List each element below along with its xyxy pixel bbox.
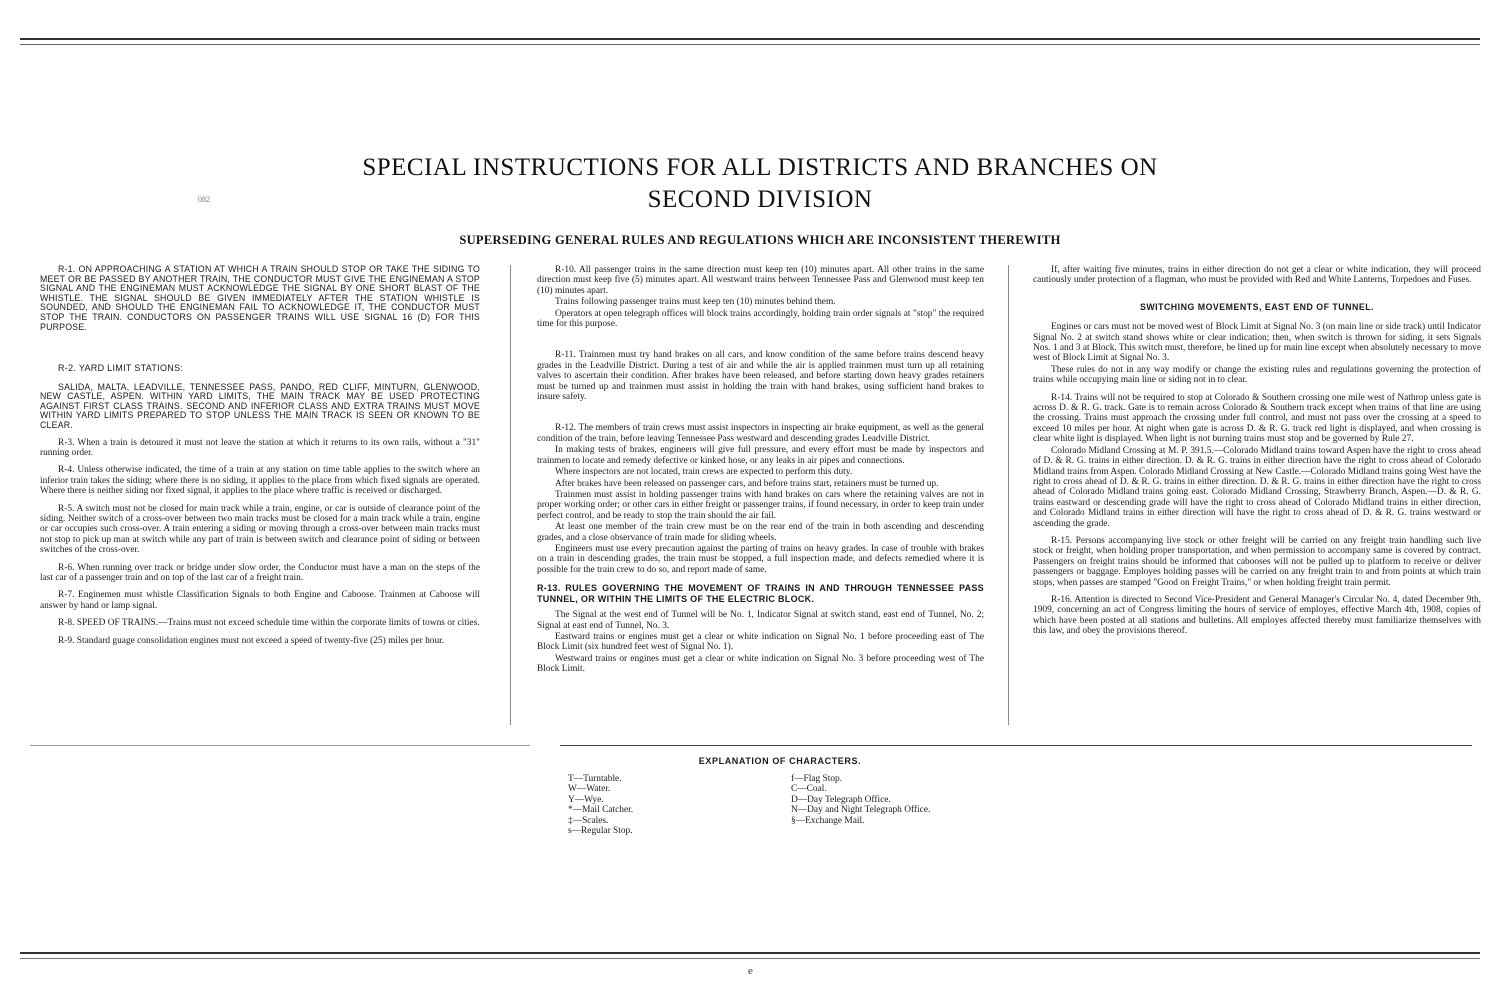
- legend-title: EXPLANATION OF CHARACTERS.: [698, 756, 862, 766]
- tunnel-flagman-rule: If, after waiting five minutes, trains in either direction do not get a clear or white indication, they will proceed cautiously under protection of a flagman, who must be provided with Red and White Lanterns, Torpedoes and Fuses.: [1033, 265, 1481, 286]
- page-subtitle: SUPERSEDING GENERAL RULES AND REGULATIONS WHICH ARE INCONSISTENT THEREWITH: [459, 233, 1061, 247]
- legend-item: §—Exchange Mail.: [791, 815, 865, 826]
- column-divider-1: [510, 265, 511, 725]
- rule-r12-tests: In making tests of brakes, engineers will give full pressure, and every effort must be made by inspectors and trainmen to locate and remedy defective or kinked hose, or any leaks in air pipes and connections.: [537, 445, 984, 466]
- bottom-rule-thin: [20, 958, 1480, 959]
- switching-movements-heading: SWITCHING MOVEMENTS, EAST END OF TUNNEL.: [1139, 301, 1375, 312]
- rule-r8: R-8. SPEED OF TRAINS.—Trains must not exceed schedule time within the corporate limits of towns or cities.: [58, 618, 480, 629]
- rule-r10-operators: Operators at open telegraph offices will block trains accordingly, holding train order signals at "stop" the required time for this purpose.: [537, 308, 984, 330]
- rule-r12: R-12. The members of train crews must assist inspectors in inspecting air brake equipment, as well as the general condition of the train, before leaving Tennessee Pass westward and descending grades Leadville District.: [537, 423, 984, 444]
- rule-r9: R-9. Standard guage consolidation engines must not exceed a speed of twenty-five (25) miles per hour.: [58, 635, 445, 646]
- legend-item: D—Day Telegraph Office.: [791, 794, 891, 805]
- rule-r14: R-14. Trains will not be required to stop at Colorado & Southern crossing one mile west of Nathrop unless gate is across D. & R. G. track. Gate is to remain across Colorado & Southern track except when trains of that line are using the crossing. Trains must approach the crossing under full control, and must not pass over the crossing at a speed to exceed 10 miles per hour. At night when gate is across D. & R. G. track red light is displayed, and when crossing is clear white light is displayed. When light is not burning trains must stop and be governed by Rule 27.: [1033, 392, 1481, 445]
- rule-r16: R-16. Attention is directed to Second Vice-President and General Manager's Circular No. 4, dated December 9th, 1909, concerning an act of Congress limiting the hours of service of employes, effective March 4th, 1908, copies of which have been posted at all stations and bulletins. All employes affected thereby must familiarize themselves with this law, and obey the provisions thereof.: [1033, 594, 1481, 637]
- legend-item: C—Coal.: [791, 784, 827, 795]
- legend-item: W—Water.: [568, 784, 611, 795]
- rule-r4: R-4. Unless otherwise indicated, the time of a train at any station on time table applies to the switch where an inferior train takes the siding; where there is no siding, it applies to the place from which fixed signals are operated. Where there is neither siding nor fixed signal, it applies to the place where traffic is received or discharged.: [40, 465, 480, 497]
- rule-r13-heading: R-13. RULES GOVERNING THE MOVEMENT OF TRAINS IN AND THROUGH TENNESSEE PASS TUNNEL, OR WITHIN THE LIMITS OF THE ELECTRIC BLOCK.: [537, 583, 984, 605]
- stamp-text: 082: [198, 195, 210, 204]
- column-1: [40, 265, 480, 653]
- legend-item: ‡—Scales.: [568, 815, 609, 826]
- rule-r13-signals: The Signal at the west end of Tunnel will be No. 1, Indicator Signal at switch stand, east end of Tunnel, No. 2; Signal at east end of Tunnel, No. 3.: [537, 610, 984, 631]
- page-mark: e: [748, 965, 753, 977]
- title-line-2: SECOND DIVISION: [647, 186, 873, 213]
- rule-r3: R-3. When a train is detoured it must not leave the station at which it returns to its own rails, without a "31" running order.: [40, 437, 480, 458]
- rule-r6: R-6. When running over track or bridge under slow order, the Conductor must have a man on the steps of the last car of a passenger train and on top of the last car of a freight train.: [40, 562, 480, 583]
- legend-item: *—Mail Catcher.: [568, 805, 634, 816]
- switching-rule-note: These rules do not in any way modify or change the existing rules and regulations governing the protection of trains while occupying main line or siding not in to clear.: [1033, 364, 1481, 386]
- rule-r2: SALIDA, MALTA, LEADVILLE, TENNESSEE PASS, PANDO, RED CLIFF, MINTURN, GLENWOOD, NEW CASTLE, ASPEN. WITHIN YARD LIMITS, THE MAIN TRACK MAY BE USED PROTECTING AGAINST FIRST CLASS TRAINS. SECOND AND INFERIOR CLASS AND EXTRA TRAINS MUST MOVE WITHIN YARD LIMITS PREPARED TO STOP UNLESS THE MAIN TRACK IS SEEN OR KNOWN TO BE CLEAR.: [40, 381, 480, 430]
- rule-r5: R-5. A switch must not be closed for main track while a train, engine, or car is outside of clearance point of the siding. Neither switch of a cross-over between two main tracks must be closed for a main track while a train, engine or car occupies such cross-over. A train entering a siding or moving through a cross-over between main tracks must not stop to pick up man at switch while any part of train is between switch and clearance point of siding or between switches of the cross-over.: [40, 503, 480, 556]
- legend-item: T—Turntable.: [568, 774, 622, 784]
- rule-r12-rear-end: At least one member of the train crew must be on the rear end of the train in both ascending and descending grades, and a close observance of train made for sliding wheels.: [537, 522, 984, 543]
- column-3: [1033, 265, 1481, 644]
- rule-r15: R-15. Persons accompanying live stock or other freight will be carried on any freight train handling such live stock or freight, when holding proper transportation, and when permission to accompany same is covered by contract. Passengers on freight trains should be informed that cabooses will not be pulled up to platform to receive or deliver passengers or baggage. Employes holding passes will be carried on any freight train to and from points at which train stops, when passes are stamped "Good on Freight Trains," or when holding freight train permit.: [1033, 535, 1481, 588]
- legend-item: Y—Wye.: [568, 794, 604, 805]
- rule-r12-parting: Engineers must use every precaution against the parting of trains on heavy grades. In case of trouble with brakes on a train in descending grades, the train must be stopped, a full inspection made, and defects remedied where it is possible for the train crew to do so, and report made of same.: [537, 543, 984, 575]
- rule-r12-retainers: After brakes have been released on passenger cars, and before trains start, retainers must be turned up.: [555, 478, 939, 489]
- rule-r14-midland: Colorado Midland Crossing at M. P. 391.5.—Colorado Midland trains toward Aspen have the right to cross ahead of D. & R. G. trains in either direction. D. & R. G. trains in either direction have the right to cross ahead of Colorado Midland trains from Aspen. Colorado Midland Crossing at New Castle.—Colorado Midland trains going West have the right to cross ahead of D. & R. G. trains in either direction. D. & R. G. trains in either direction have the right to cross ahead of Colorado Midland trains going east. Colorado Midland Crossing, Strawberry Branch, Aspen.—D. & R. G. trains eastward or descending grade will have the right to cross ahead of Colorado Midland trains in either direction, and Colorado Midland trains in either direction will have the right to cross ahead of D. & R. G. trains westward or ascending the grade.: [1033, 445, 1481, 529]
- page-title: [0, 152, 1500, 216]
- legend-item: s—Regular Stop.: [568, 826, 633, 837]
- title-line-1: SPECIAL INSTRUCTIONS FOR ALL DISTRICTS AND BRANCHES ON: [362, 154, 1158, 181]
- rule-r7: R-7. Enginemen must whistle Classification Signals to both Engine and Caboose. Trainmen at Caboose will answer by hand or lamp signal.: [40, 590, 480, 611]
- switching-rule: Engines or cars must not be moved west of Block Limit at Signal No. 3 (on main line or side track) until Indicator Signal No. 2 at switch stand shows white or clear indication; then, when switch is thrown for siding, it sets Signals Nos. 1 and 3 at Block. This switch must, therefore, be lined up for main line except when absolutely necessary to move west of Block Limit at Signal No. 3.: [1033, 322, 1481, 364]
- rule-r12-inspectors: Where inspectors are not located, train crews are expected to perform this duty.: [555, 467, 853, 478]
- rule-r12-hand-brakes: Trainmen must assist in holding passenger trains with hand brakes on cars where the retaining valves are not in proper working order; or other cars in either freight or passenger trains, if found necessary, in order to keep train under perfect control, and be ready to stop the train should the air fail.: [537, 489, 984, 521]
- legend-rule: [560, 745, 1472, 746]
- column-divider-2: [1008, 265, 1009, 725]
- rule-r13-westward: Westward trains or engines must get a clear or white indication on Signal No. 3 before proceeding west of The Block Limit.: [537, 653, 984, 675]
- rule-r2-heading: R-2. YARD LIMIT STATIONS:: [58, 363, 184, 374]
- rule-r11: R-11. Trainmen must try hand brakes on all cars, and know condition of the same before trains descend heavy grades in the Leadville District. During a test of air and while the air is applied trainmen must turn up all retaining valves to ascertain their condition. After brakes have been released, and before starting down heavy grades retainers must be turned up and trainmen must assist in holding the train with hand brakes, using sufficient hand brakes to insure safety.: [537, 350, 984, 403]
- rule-r1: R-1. ON APPROACHING A STATION AT WHICH A TRAIN SHOULD STOP OR TAKE THE SIDING TO MEET OR BE PASSED BY ANOTHER TRAIN, THE CONDUCTOR MUST GIVE THE ENGINEMAN A STOP SIGNAL AND THE ENGINEMAN MUST ACKNOWLEDGE THE SIGNAL BY ONE SHORT BLAST OF THE WHISTLE. THE SIGNAL SHOULD BE GIVEN IMMEDIATELY AFTER THE STATION WHISTLE IS SOUNDED, AND SHOULD THE ENGINEMAN FAIL TO ACKNOWLEDGE IT, THE CONDUCTOR MUST STOP THE TRAIN. CONDUCTORS ON PASSENGER TRAINS WILL USE SIGNAL 16 (D) FOR THIS PURPOSE.: [40, 264, 480, 332]
- column-2: [537, 265, 984, 676]
- legend-item: f—Flag Stop.: [791, 774, 843, 784]
- top-rule: [20, 38, 1480, 40]
- bottom-rule: [20, 952, 1480, 954]
- top-rule-thin: [20, 44, 1480, 45]
- legend-item: N—Day and Night Telegraph Office.: [791, 805, 931, 816]
- rule-r10-following: Trains following passenger trains must keep ten (10) minutes behind them.: [555, 297, 836, 308]
- legend-left-column: [568, 774, 633, 836]
- rule-r10: R-10. All passenger trains in the same direction must keep ten (10) minutes apart. All other trains in the same direction must keep five (5) minutes apart. All westward trains between Tennessee Pass and Glenwood must keep ten (10) minutes apart.: [537, 265, 984, 296]
- legend-right-column: [791, 774, 930, 826]
- rule-r13-eastward: Eastward trains or engines must get a clear or white indication on Signal No. 1 before proceeding east of The Block Limit (six hundred feet west of Signal No. 1).: [537, 631, 984, 653]
- legend-rule-left: [30, 745, 530, 746]
